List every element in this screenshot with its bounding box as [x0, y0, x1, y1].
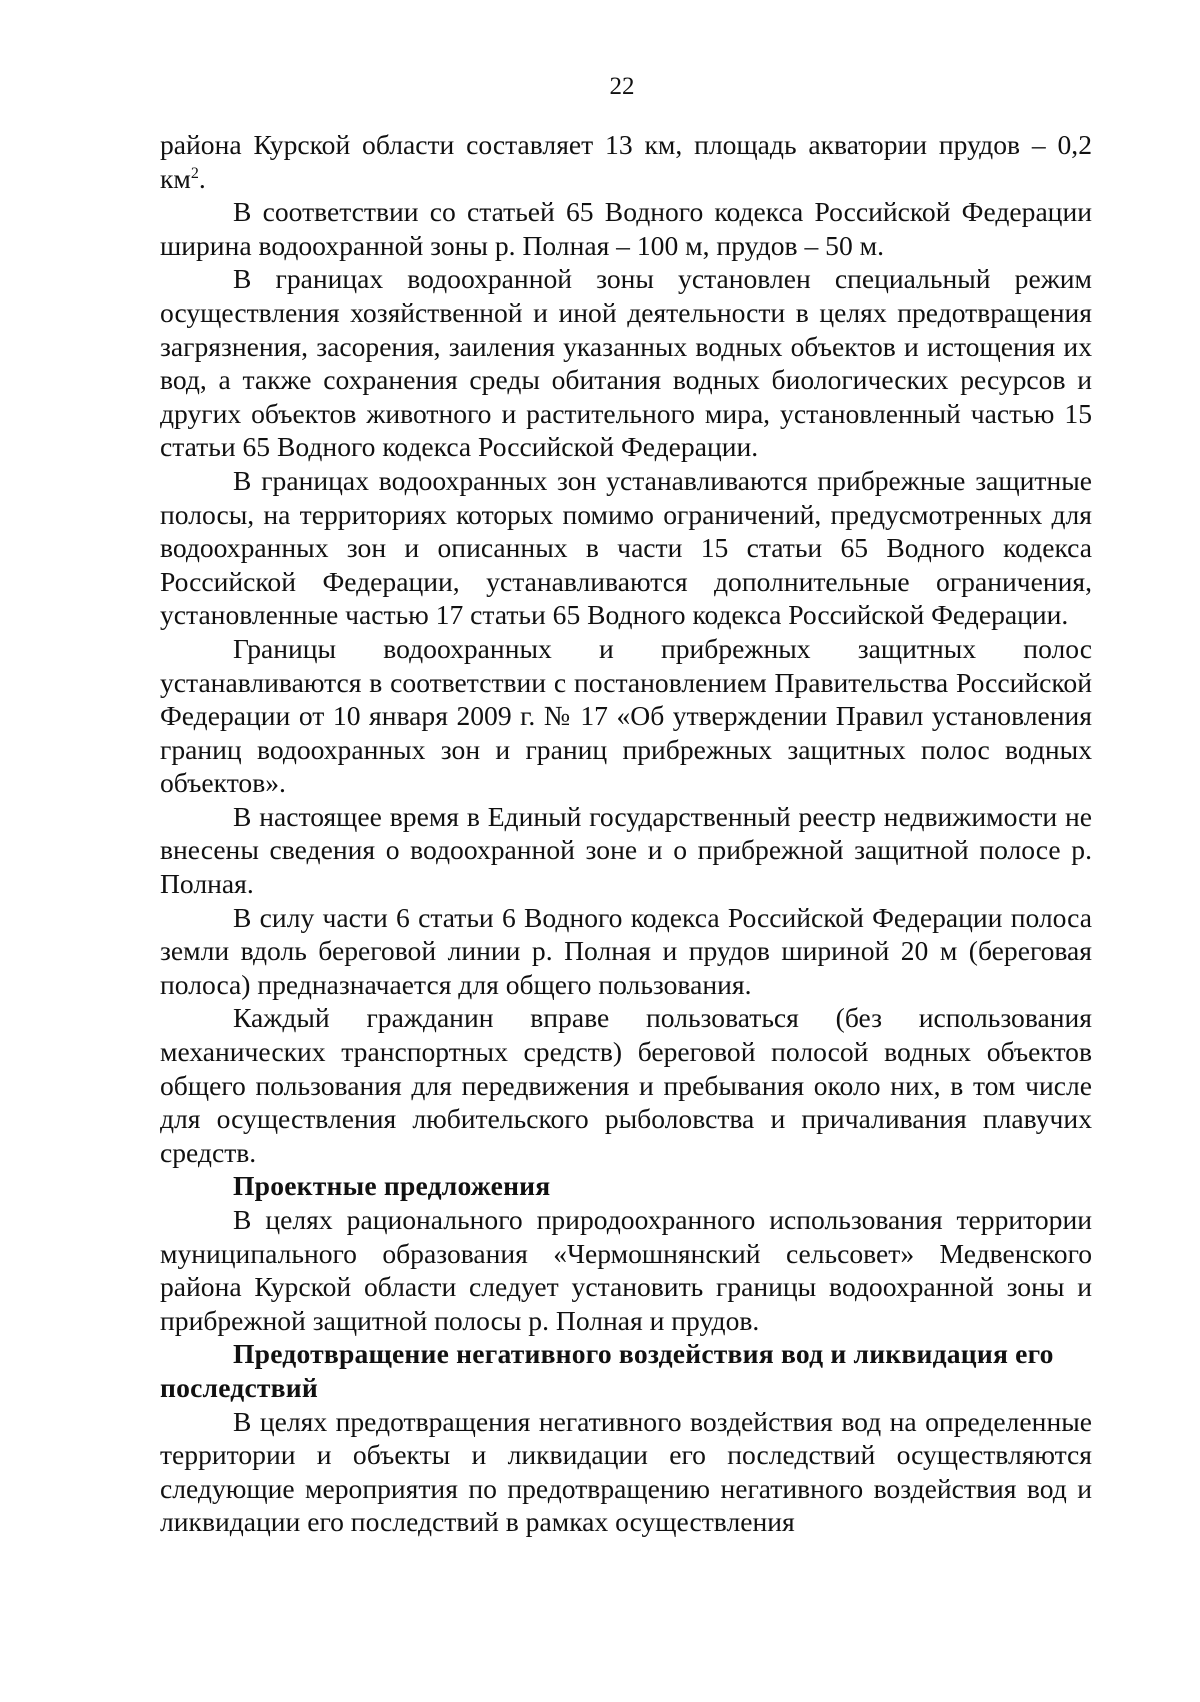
section-heading-proposals: Проектные предложения [233, 1170, 551, 1202]
document-body [160, 128, 1092, 1539]
paragraph-text-end: . [198, 162, 206, 194]
paragraph-shore-strip: В силу части 6 статьи 6 Водного кодекса Российской Федерации полоса земли вдоль береговой линии р. Полная и прудов шириной 20 м (береговая полоса) предназначается для общего пользования. [160, 901, 1092, 1000]
paragraph-registry: В настоящее время в Единый государственный реестр недвижимости не внесены сведения о водоохранной зоне и о прибрежной защитной полосе р. Полная. [160, 800, 1092, 900]
superscript: 2 [190, 164, 199, 182]
paragraph-proposals: В целях рационального природоохранного использования территории муниципального образования «Чермошнянский сельсовет» Медвенского района Курской области следует установить границы водоохранной зоны и прибрежной защитной полосы р. Полная и прудов. [160, 1204, 1092, 1336]
paragraph-citizen-rights: Каждый гражданин вправе пользоваться (без использования механических транспортных средств) береговой полосой водных объектов общего пользования для передвижения и пребывания около них, в том числе для осуществления любительского рыболовства и причаливания плавучих средств. [160, 1002, 1092, 1168]
section-heading-prevention: Предотвращение негативного воздействия вод и ликвидация его последствий [160, 1338, 1054, 1403]
paragraph-boundaries: Границы водоохранных и прибрежных защитных полос устанавливаются в соответствии с постановлением Правительства Российской Федерации от 10 января 2009 г. № 17 «Об утверждении Правил установления границ водоохранных зон и границ прибрежных защитных полос водных объектов». [160, 632, 1092, 799]
paragraph-protective-strips: В границах водоохранных зон устанавливаются прибрежные защитные полосы, на территориях которых помимо ограничений, предусмотренных для водоохранных зон и описанных в части 15 статьи 65 Водного кодекса Российской Федерации, устанавливаются дополнительные ограничения, установленные частью 17 статьи 65 Водного кодекса Российской Федерации. [160, 464, 1092, 631]
page-number: 22 [609, 73, 635, 100]
paragraph-zone-width: В соответствии со статьей 65 Водного кодекса Российской Федерации ширина водоохранной зоны р. Полная – 100 м, прудов – 50 м. [160, 196, 1092, 261]
paragraph-special-regime: В границах водоохранной зоны установлен специальный режим осуществления хозяйственной и иной деятельности в целях предотвращения загрязнения, засорения, заиления указанных водных объектов и истощения их вод, а также сохранения среды обитания водных биологических ресурсов и других объектов животного и растительного мира, установленный частью 15 статьи 65 Водного кодекса Российской Федерации. [160, 263, 1092, 463]
paragraph-prevention: В целях предотвращения негативного воздействия вод на определенные территории и объекты и ликвидации его последствий осуществляются следующие мероприятия по предотвращению негативного воздействия вод и ликвидации его последствий в рамках осуществления [160, 1405, 1092, 1538]
paragraph-text: района Курской области составляет 13 км, площадь акватории прудов – 0,2 км [160, 129, 1092, 194]
paragraph-continuation [160, 128, 1092, 195]
